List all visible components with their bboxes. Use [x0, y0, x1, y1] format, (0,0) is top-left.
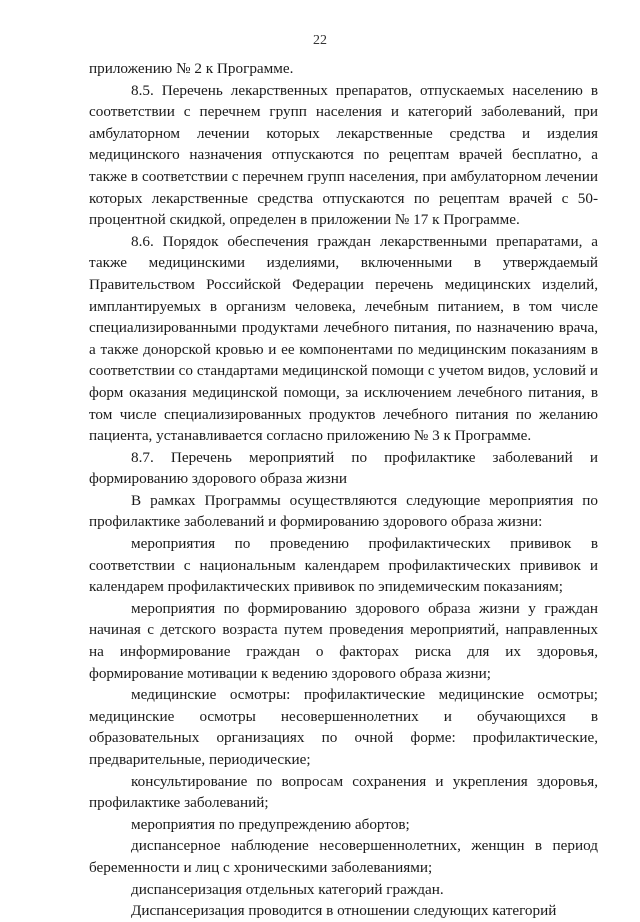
list-item-healthy-lifestyle: мероприятия по формированию здорового образа жизни у граждан начиная с детского возраста путем проведения мероприятий, направленных на информирование граждан о факторах риска для их здоровья, формирование мотивации к ведению здорового образа жизни; — [89, 599, 598, 682]
document-body — [89, 58, 598, 922]
paragraph-8-5: 8.5. Перечень лекарственных препаратов, отпускаемых населению в соответствии с перечнем групп населения и категорий заболеваний, при амбулаторном лечении которых лекарственные средства и изделия медицинского назначения отпускаются по рецептам врачей бесплатно, а также в соответствии с перечнем групп населения, при амбулаторном лечении которых лекарственные средства отпускаются по рецептам врачей с 50-процентной скидкой, определен в приложении № 17 к Программе. — [89, 81, 598, 229]
list-item-abortion-prevention: мероприятия по предупреждению абортов; — [131, 815, 410, 833]
paragraph-intro: В рамках Программы осуществляются следующие мероприятия по профилактике заболеваний и формированию здорового образа жизни: — [89, 491, 598, 531]
paragraph-8-6: 8.6. Порядок обеспечения граждан лекарственными препаратами, а также медицинскими изделиями, включенными в утверждаемый Правительством Российской Федерации перечень медицинских изделий, имплантируемых в организм человека, лечебным питанием, в том числе специализированными продуктами лечебного питания, по назначению врача, а также донорской кровью и ее компонентами по медицинским показаниям в соответствии со стандартами медицинской помощи с учетом видов, условий и форм оказания медицинской помощи, за исключением лечебного питания, в том числе специализированных продуктов лечебного питания по желанию пациента, устанавливается согласно приложению № 3 к Программе. — [89, 232, 598, 445]
paragraph-8-7-heading: 8.7. Перечень мероприятий по профилактике заболеваний и формированию здорового образа жизни — [89, 448, 598, 488]
paragraph-continuation: приложению № 2 к Программе. — [89, 60, 294, 77]
list-item-consulting: консультирование по вопросам сохранения и укрепления здоровья, профилактике заболеваний; — [89, 772, 598, 812]
list-item-dispensary-observation: диспансерное наблюдение несовершеннолетних, женщин в период беременности и лиц с хроническими заболеваниями; — [89, 837, 598, 876]
list-item-dispensarization: диспансеризация отдельных категорий граждан. — [131, 880, 444, 898]
list-item-vaccinations: мероприятия по проведению профилактических прививок в соответствии с национальным календарем профилактических прививок и календарем профилактических прививок по эпидемическим показаниям; — [89, 535, 598, 596]
paragraph-dispensarization-start: Диспансеризация проводится в отношении следующих категорий — [131, 902, 557, 920]
list-item-medical-exams: медицинские осмотры: профилактические медицинские осмотры; медицинские осмотры несовершеннолетних и обучающихся в образовательных организациях по очной форме: профилактические, предварительные, периодические; — [89, 686, 598, 768]
page-number: 22 — [313, 33, 327, 48]
